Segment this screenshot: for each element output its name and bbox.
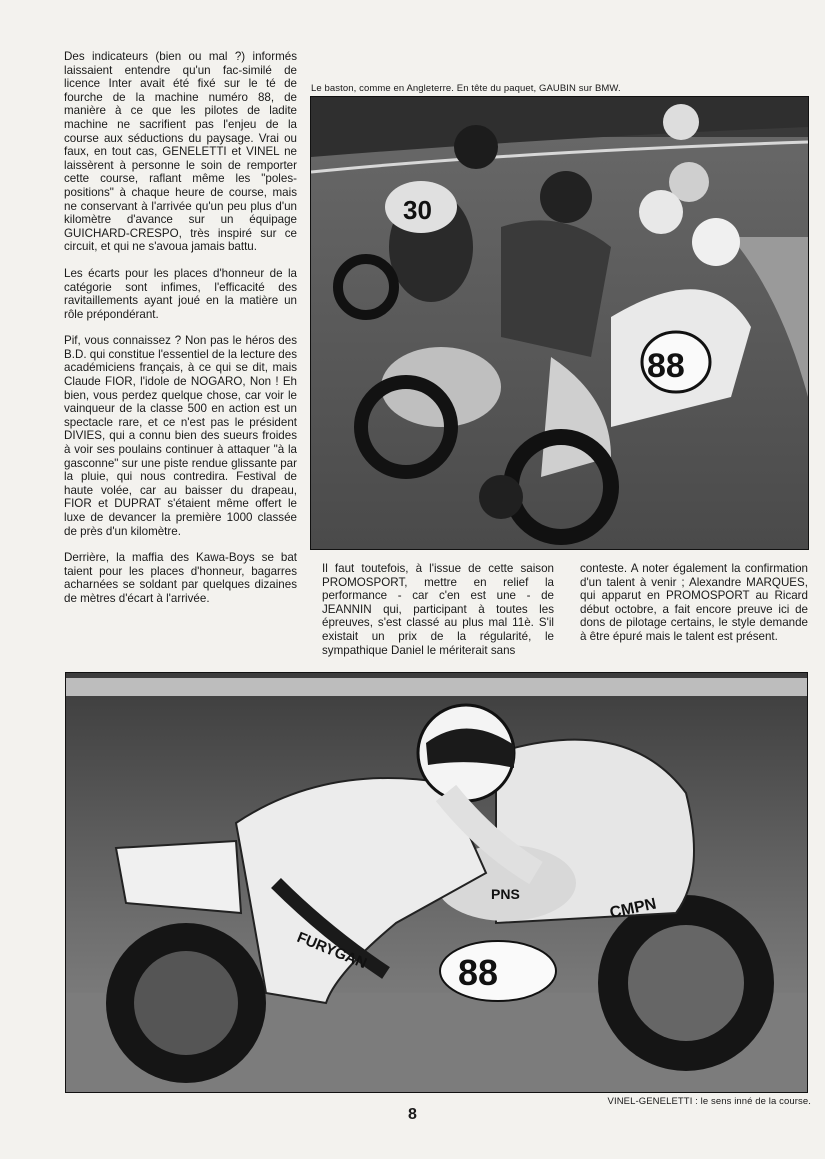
top-photo-caption: Le baston, comme en Angleterre. En tête du paquet, GAUBIN sur BMW. <box>311 83 621 94</box>
race-pack-photo <box>310 96 809 550</box>
article-column-right <box>580 562 808 657</box>
bottom-photo-caption: VINEL-GENELETTI : le sens inné de la course. <box>607 1096 811 1107</box>
paragraph: Des indicateurs (bien ou mal ?) informés laissaient entendre qu'un fac-similé de licence Inter avait été fixé sur le té de fourche de la machine numéro 88, de manière à ce que les pilotes de ladite machine ne sacrifient pas l'enjeu de la course aux séductions du paysage. Vrai ou faux, en tout cas, GENELETTI et VINEL ne laissèrent à personne le soin de remporter cette course, raflant même les "poles-positions" à chaque heure de course, mais ne conservant à l'arrivée qu'un peu plus d'un kilomètre d'avance sur un équipage GUICHARD-CRESPO, très inspiré sur ce circuit, et qui ne s'avoua jamais battu. <box>64 50 297 254</box>
plate-88: 88 <box>647 347 685 385</box>
fairing-text: CMPN <box>608 895 658 922</box>
paragraph: Il faut toutefois, à l'issue de cette saison PROMOSPORT, mettre en relief la performance - car c'en est une - de JEANNIN qui, participant à toutes les épreuves, s'est classé au plus mal 11è. S'il existait un prix de la régularité, le sympathique Daniel le mériterait sans <box>322 562 554 657</box>
paragraph: conteste. A noter également la confirmation d'un talent à venir ; Alexandre MARQUES, qui apparut en PROMOSPORT au Ricard début octobre, a fait encore preuve ici de dons de pilotage certains, le style demande à être épuré mais le talent est présent. <box>580 562 808 643</box>
plate-30: 30 <box>403 195 432 225</box>
paragraph: Derrière, la maffia des Kawa-Boys se bat taient pour les places d'honneur, bagarres acharnées se soldant par quelques dizaines de mètres d'écart à l'arrivée. <box>64 551 297 605</box>
paragraph: Pif, vous connaissez ? Non pas le héros des B.D. qui constitue l'essentiel de la lecture des académiciens français, à ce qui se dit, mais Claude FIOR, l'idole de NOGARO, Non ! Eh bien, vous perdez quelque chose, car voir le vainqueur de la classe 500 en action est un spectacle rare, et ce n'est pas le président DIVIES, qui a connu bien des sueurs froides à voir ses poulains continuer à attaquer "à la gasconne" sur une piste rendue glissante par la pluie, qui nous contredira. Festival de haute volée, car au baisser du drapeau, FIOR et DUPRAT s'étaient même offert le luxe de devancer la première 1000 classée de près d'un kilomètre. <box>64 334 297 538</box>
page-number: 8 <box>408 1106 417 1123</box>
article-column-left <box>64 50 297 619</box>
article-column-middle <box>322 562 554 670</box>
side-plate-88: 88 <box>458 952 499 993</box>
tank-text: PNS <box>491 886 520 902</box>
paragraph: Les écarts pour les places d'honneur de la catégorie sont infimes, l'efficacité des ravitaillements ayant joué en la matière un rôle prépondérant. <box>64 266 297 321</box>
suit-text: FURYGAN <box>294 928 370 973</box>
vinel-geneletti-photo <box>65 672 808 1093</box>
